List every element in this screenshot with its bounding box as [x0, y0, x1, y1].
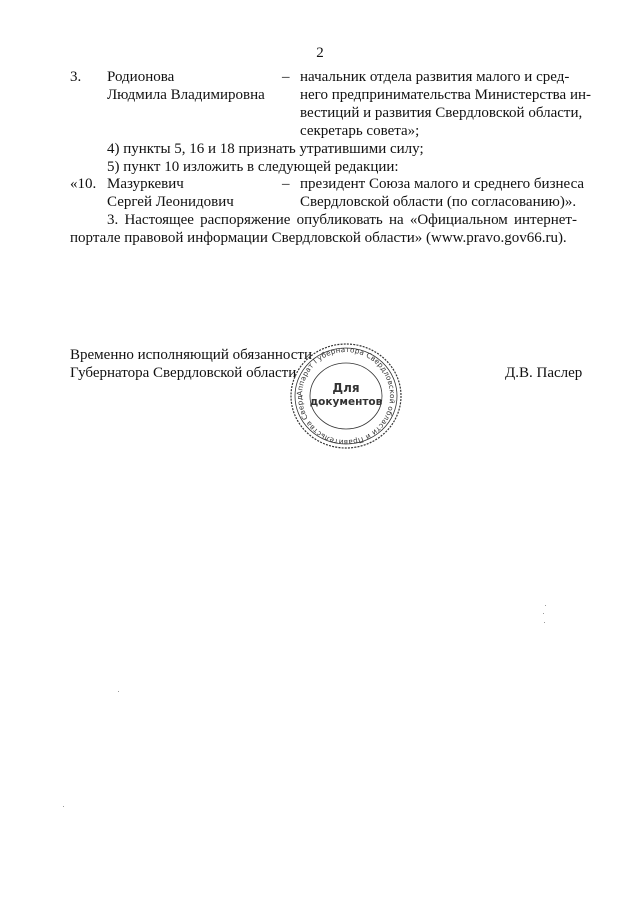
- member-10-position-line-1: президент Союза малого и среднего бизнеса: [300, 176, 585, 192]
- member-3-given-names: Людмила Владимировна: [107, 87, 265, 103]
- seal-center-line-1: Для: [332, 381, 360, 395]
- member-3-position-line-1: начальник отдела развития малого и сред-: [300, 69, 570, 85]
- clause-3-line-1: 3. Настоящее распоряжение опубликовать на «Официальном интернет-: [107, 212, 577, 228]
- signatory-name: Д.В. Паслер: [505, 365, 583, 381]
- scan-speck: [543, 613, 544, 614]
- member-3-position-line-3: вестиций и развития Свердловской области,: [300, 105, 583, 121]
- member-10-surname: Мазуркевич: [107, 176, 184, 192]
- scan-speck: [63, 806, 64, 807]
- seal-center-line-2: документов: [309, 396, 383, 408]
- page-number: 2: [316, 45, 324, 61]
- seal-ring-text: Аппарат Губернатора Свердловской области и Правительства Сверд: [294, 344, 398, 448]
- item-5: 5) пункт 10 изложить в следующей редакции:: [107, 159, 399, 175]
- clause-3-line-2: портале правовой информации Свердловской области» (www.pravo.gov66.ru).: [70, 230, 567, 246]
- member-10-position-line-2: Свердловской области (по согласованию)».: [300, 194, 577, 210]
- member-3-number: 3.: [70, 69, 82, 85]
- scan-speck: [545, 605, 546, 606]
- member-10-given-names: Сергей Леонидович: [107, 194, 234, 210]
- member-3-position-line-2: него предпринимательства Министерства ин-: [300, 87, 591, 103]
- signatory-title-line-2: Губернатора Свердловской области: [70, 365, 297, 381]
- scan-speck: [544, 622, 545, 623]
- member-3-position-line-4: секретарь совета»;: [300, 123, 420, 139]
- member-3-dash: –: [282, 69, 290, 85]
- item-4: 4) пункты 5, 16 и 18 признать утратившими силу;: [107, 141, 424, 157]
- member-10-dash: –: [282, 176, 290, 192]
- scan-speck: [118, 691, 119, 692]
- signatory-title-line-1: Временно исполняющий обязанности: [70, 347, 313, 363]
- official-seal: [288, 342, 404, 450]
- seal-graphic: [288, 342, 404, 450]
- member-3-surname: Родионова: [107, 69, 175, 85]
- member-10-number: «10.: [70, 176, 97, 192]
